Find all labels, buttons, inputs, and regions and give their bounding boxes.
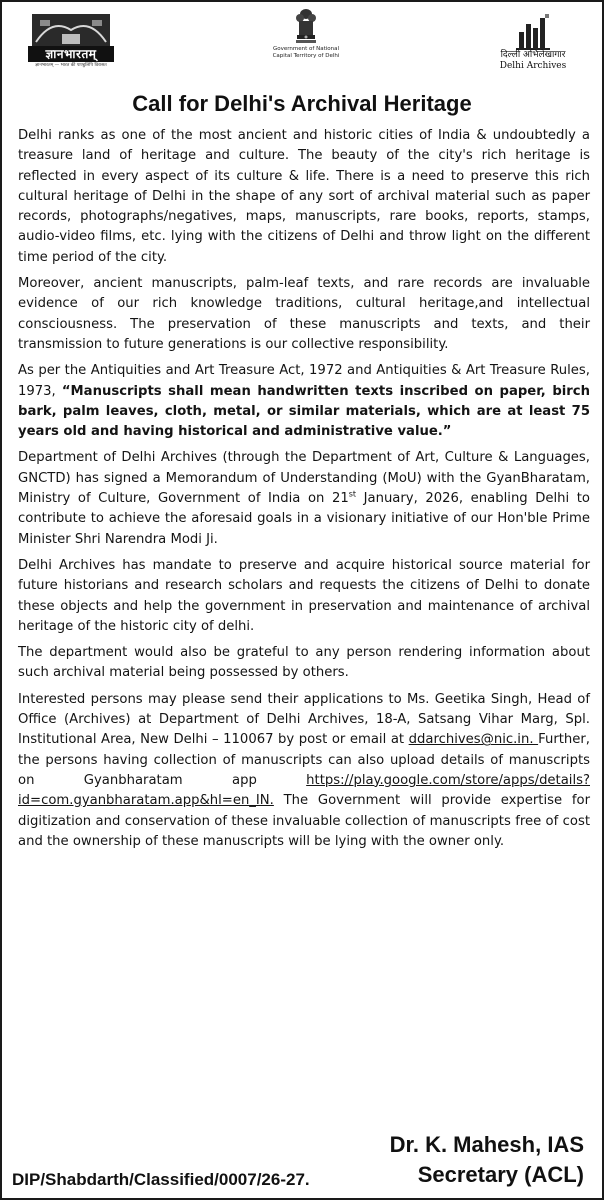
email-link[interactable]: ddarchives@nic.in. — [408, 732, 539, 748]
definition-quote: “Manuscripts shall mean handwritten texts inscribed on paper, birch bark, palm leaves, cloth, metal, or similar materials, which are at least 75 years old and having historical and administrative value.” — [18, 383, 590, 440]
paragraph-mandate: Delhi Archives has mandate to preserve and acquire historical source material for future historians and research scholars and requests the citizens of Delhi to donate these objects and help the government in preservation and maintenance of archival heritage of the historic city of delhi. — [18, 557, 590, 634]
delhi-archives-icon — [513, 14, 553, 50]
applications-text-b: Further, the persons having collection of manuscripts can also upload details of manuscripts on Gyanbharatam app — [18, 732, 590, 788]
gnctd-logo — [264, 6, 348, 70]
gyanbharatam-tagline: ज्ञानभारतम् — भारत की पाण्डुलिपि विरासत — [35, 63, 107, 68]
signatory-designation: Secretary (ACL) — [417, 1162, 584, 1187]
gnctd-line-2: Capital Territory of Delhi — [272, 53, 340, 59]
app-store-link[interactable]: https://play.google.com/store/apps/details?id=com.gyanbharatam.app&hl=en_IN. — [18, 772, 590, 809]
delhi-archives-logo — [478, 14, 588, 76]
paragraph-heritage: Delhi ranks as one of the most ancient and historic cities of India & undoubtedly a treasure land of heritage and culture. The beauty of the city's rich heritage is reflected in every aspect of its culture & life. There is a need to preserve this rich cultural heritage of Delhi in the shape of any sort of archival material such as paper records, photographs/negatives, maps, manuscripts, rare books, reports, stamps, audio-video films, etc. lying with the citizens of Delhi and throw light on the different time period of the city. — [18, 128, 590, 265]
header-logos — [2, 2, 602, 90]
gyanbharatam-logo — [28, 12, 114, 68]
mou-text-a: Department of Delhi Archives (through the Department of Art, Culture & Languages, GNCTD) has signed a Memorandum of Understanding (MoU) with the GyanBharatam, Ministry of Culture, Government of India on 21 — [18, 450, 590, 507]
gyanbharatam-wordmark: ज्ञानभारतम् — [28, 46, 114, 62]
applications-text-c: The Government will provide expertise for digitization and conservation of these invaluable collection of manuscripts free of cost and the ownership of these manuscripts will be lying with the owner only. — [18, 793, 590, 849]
mou-text-b: January, 2026, enabling Delhi to contribute to achieve the aforesaid goals in a visionary initiative of our Hon'ble Prime Minister Shri Narendra Modi Ji. — [18, 491, 590, 547]
mou-date-suffix: st — [348, 489, 357, 499]
paragraph-definition — [18, 361, 590, 442]
national-emblem-icon — [293, 6, 319, 46]
reference-number: DIP/Shabdarth/Classified/0007/26-27. — [12, 1170, 310, 1189]
applications-text-a: Interested persons may please send their applications to Ms. Geetika Singh, Head of Office (Archives) at Department of Delhi Archives, 18-A, Satsang Vihar Marg, Spl. Institutional Area, New Delhi – 110067 by post or email at — [18, 691, 590, 748]
gnctd-line-1: Government of National — [272, 46, 340, 52]
definition-intro: As per the Antiquities and Art Treasure Act, 1972 and Antiquities & Art Treasure Rules, 1973, — [18, 363, 590, 399]
paragraph-manuscripts: Moreover, ancient manuscripts, palm-leaf texts, and rare records are invaluable evidence of our rich knowledge traditions, cultural heritage,and intellectual consciousness. The preservation of these manuscripts and texts, and their transmission to future generations is our collective responsibility. — [18, 276, 590, 352]
signatory-name: Dr. K. Mahesh, IAS — [389, 1132, 584, 1157]
delhi-archives-english: Delhi Archives — [499, 61, 567, 71]
notice-title: Call for Delhi's Archival Heritage — [132, 91, 472, 116]
paragraph-applications — [18, 690, 590, 852]
paragraph-information: The department would also be grateful to any person rendering information about such archival material being possessed by others. — [18, 645, 590, 681]
gyanbharatam-mark-icon — [32, 12, 110, 48]
delhi-archives-hindi: दिल्ली अभिलेखागार — [500, 50, 566, 60]
notice-body — [18, 126, 590, 858]
paragraph-mou — [18, 448, 590, 549]
